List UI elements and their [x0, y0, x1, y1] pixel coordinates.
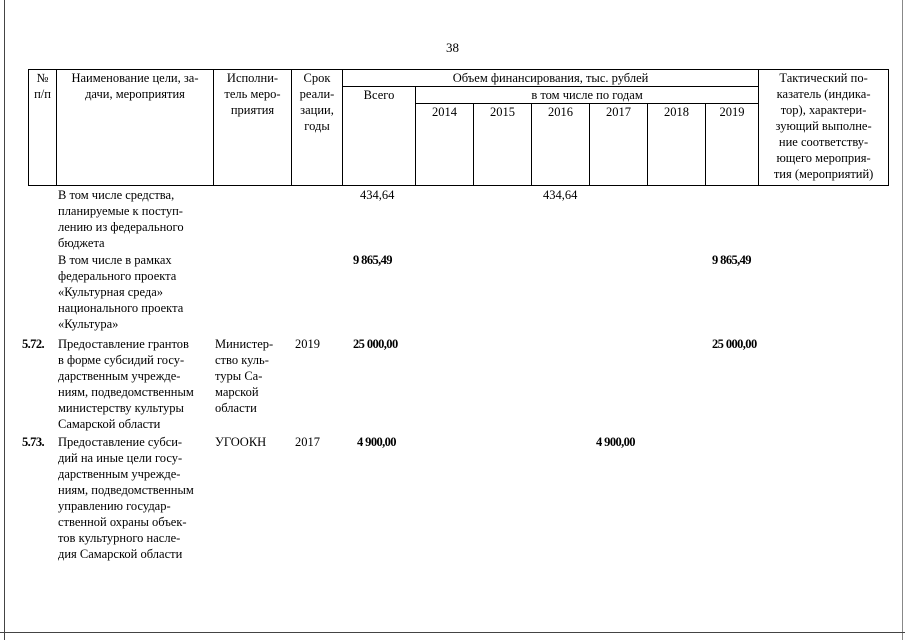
header-year-2019: 2019 [706, 104, 759, 186]
row-2-name: В том числе в рамках федерального проекта «Культурная среда» национального проекта «Культура» [58, 253, 184, 331]
header-year-2016: 2016 [532, 104, 590, 186]
row-1-2016: 434,64 [543, 188, 578, 202]
row-3-total: 25 000,00 [353, 337, 398, 351]
header-year-2018: 2018 [648, 104, 706, 186]
header-col-executor: Исполни- тель меро- приятия [214, 70, 292, 186]
row-4-number: 5.73. [22, 435, 45, 449]
row-3-name: Предоставление грантов в форме субсидий госу- дарственным учрежде- ниям, подведомственным министерству культуры Самарской области [58, 337, 194, 431]
row-3-term: 2019 [295, 337, 320, 351]
header-col-name: Наименование цели, за- дачи, мероприятия [57, 70, 214, 186]
row-3-2019: 25 000,00 [712, 337, 757, 351]
row-4-term: 2017 [295, 435, 320, 449]
row-2-2019: 9 865,49 [712, 253, 751, 267]
header-col-indicator: Тактический по- казатель (индика- тор), характери- зующий выполне- ние соответству- ющего мероприя- тия (мероприятий) [759, 70, 889, 186]
header-col-term: Срок реали- зации, годы [292, 70, 343, 186]
header-year-2015: 2015 [474, 104, 532, 186]
header-year-2017: 2017 [590, 104, 648, 186]
row-4-2017: 4 900,00 [596, 435, 635, 449]
header-funding: Объем финансирования, тыс. рублей [343, 70, 759, 87]
header-total: Всего [343, 87, 416, 186]
table-header [28, 69, 889, 186]
row-1-total: 434,64 [360, 188, 395, 202]
page-bottom-edge [0, 632, 905, 633]
row-1-name: В том числе средства, планируемые к поступ- лению из федерального бюджета [58, 188, 184, 250]
row-2-total: 9 865,49 [353, 253, 392, 267]
page-right-edge [902, 0, 903, 640]
row-3-executor: Министер- ство куль- туры Са- марской области [215, 337, 274, 415]
row-4-executor: УГООКН [215, 435, 267, 449]
row-4-total: 4 900,00 [357, 435, 396, 449]
page-number: 38 [446, 40, 459, 55]
header-by-years: в том числе по годам [416, 87, 759, 104]
header-col-number: № п/п [29, 70, 57, 186]
header-year-2014: 2014 [416, 104, 474, 186]
page-left-edge [4, 0, 5, 640]
row-3-number: 5.72. [22, 337, 45, 351]
row-4-name: Предоставление субси- дий на иные цели госу- дарственным учрежде- ниям, подведомственным управлению государ- ственной охраны объек- тов культурного насле- дия Самарской области [58, 435, 194, 561]
